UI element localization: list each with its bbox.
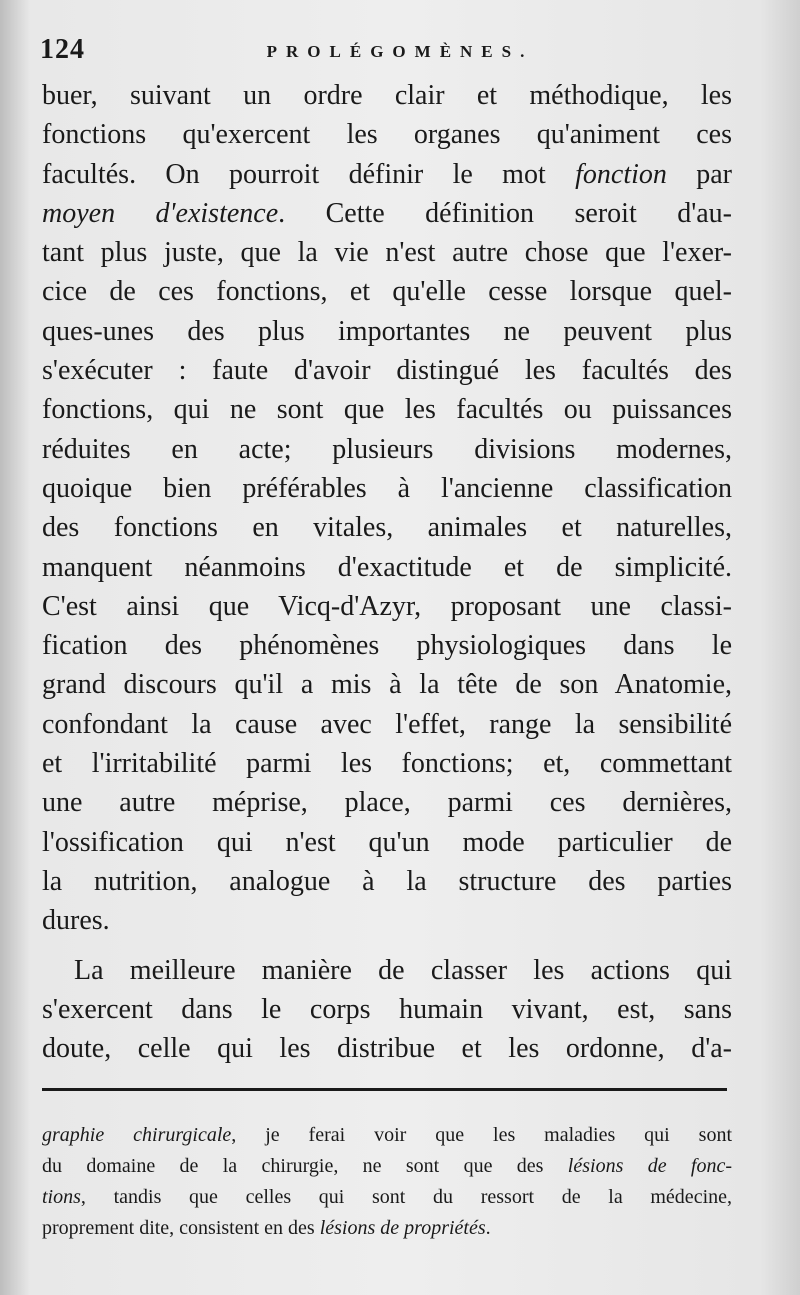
text-line: réduites en acte; plusieurs divisions modernes,	[42, 433, 732, 465]
text-run: proprement dite, consistent en des	[42, 1217, 320, 1239]
running-head: PROLÉGOMÈNES.	[266, 42, 534, 61]
footnote-line	[42, 1213, 732, 1244]
footnote-line	[42, 1182, 732, 1213]
text-run: facultés. On pourroit définir le mot	[42, 158, 576, 190]
text-line: C'est ainsi que Vicq-d'Azyr, proposant une classi-	[42, 590, 732, 622]
text-line: s'exercent dans le corps humain vivant, est, sans	[42, 993, 732, 1025]
text-line: tant plus juste, que la vie n'est autre chose que l'exer-	[42, 237, 732, 269]
footnote-line	[42, 1120, 732, 1151]
text-run: du domaine de la chirurgie, ne sont que des	[42, 1155, 568, 1177]
footnote-rule	[42, 1088, 727, 1091]
text-line: cice de ces fonctions, et qu'elle cesse lorsque quel-	[42, 276, 732, 308]
text-line: quoique bien préférables à l'ancienne classification	[42, 472, 732, 504]
text-run: par	[666, 158, 732, 190]
text-run: . Cette définition seroit d'au-	[278, 197, 732, 229]
body-text	[42, 76, 732, 1068]
text-run: , je ferai voir que les maladies qui sont	[231, 1124, 732, 1146]
text-run: , tandis que celles qui sont du ressort de la médecine,	[80, 1186, 732, 1208]
text-line: des fonctions en vitales, animales et naturelles,	[42, 512, 732, 544]
text-run: .	[485, 1217, 491, 1239]
text-line: fication des phénomènes physiologiques dans le	[42, 630, 732, 662]
text-line	[42, 194, 732, 233]
text-line: la nutrition, analogue à la structure des parties	[42, 865, 732, 897]
paragraph-1	[42, 76, 732, 941]
text-line: ques-unes des plus importantes ne peuvent plus	[42, 315, 732, 347]
text-line: s'exécuter : faute d'avoir distingué les facultés des	[42, 355, 732, 387]
text-line: confondant la cause avec l'effet, range la sensibilité	[42, 708, 732, 740]
italic-term: lésions de propriétés	[319, 1217, 486, 1239]
footnote-line	[42, 1151, 732, 1182]
text-line	[42, 155, 732, 194]
text-line: doute, celle qui les distribue et les ordonne, d'a-	[42, 1033, 732, 1065]
text-line: grand discours qu'il a mis à la tête de son Anatomie,	[42, 669, 732, 701]
text-line: fonctions, qui ne sont que les facultés ou puissances	[42, 394, 732, 426]
page-number: 124	[40, 34, 85, 65]
text-line: fonctions qu'exercent les organes qu'animent ces	[42, 119, 732, 151]
text-line: l'ossification qui n'est qu'un mode particulier de	[42, 826, 732, 858]
italic-term: fonction	[575, 158, 667, 190]
page-header	[40, 34, 760, 70]
text-line: manquent néanmoins d'exactitude et de simplicité.	[42, 551, 732, 583]
footnote	[42, 1120, 732, 1244]
paragraph-2	[42, 951, 732, 1069]
text-line: et l'irritabilité parmi les fonctions; et, commettant	[42, 748, 732, 780]
text-line: La meilleure manière de classer les actions qui	[74, 954, 732, 986]
italic-term: graphie chirurgicale	[42, 1124, 232, 1146]
text-line: buer, suivant un ordre clair et méthodique, les	[42, 80, 732, 111]
text-line: une autre méprise, place, parmi ces dernières,	[42, 787, 732, 819]
italic-term: lésions de fonc-	[567, 1155, 732, 1177]
text-line: dures.	[42, 905, 110, 937]
italic-term: tions	[42, 1186, 81, 1208]
italic-term: moyen d'existence	[42, 197, 279, 229]
